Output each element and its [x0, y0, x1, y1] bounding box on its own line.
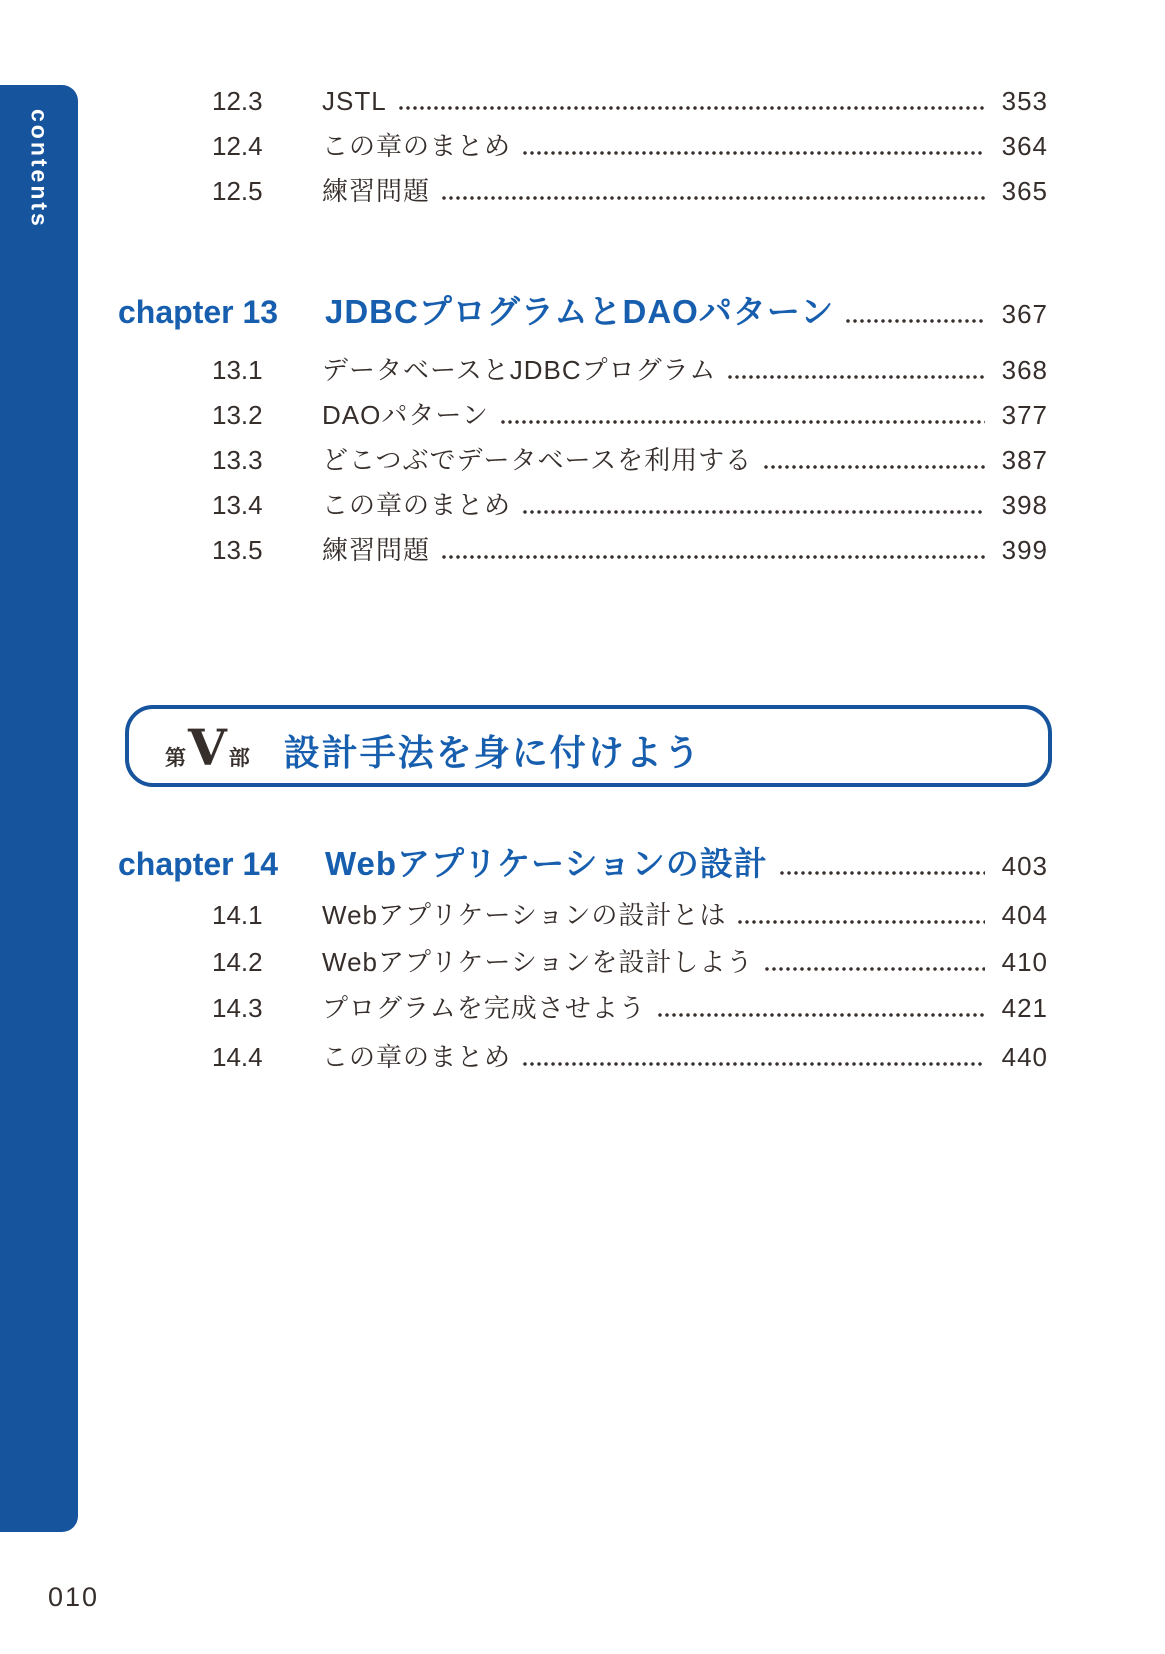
section-number: 13.1: [212, 355, 263, 385]
part-title: 設計手法を身に付けよう: [283, 732, 702, 773]
toc-row: [212, 1035, 1048, 1080]
section-title: 練習問題: [322, 535, 431, 565]
section-title: Webアプリケーションを設計しよう: [322, 947, 754, 977]
page-number: 398: [1001, 490, 1048, 520]
toc-row: [212, 169, 1048, 214]
section-number: 12.5: [212, 176, 263, 206]
page-number: 387: [1001, 445, 1048, 475]
part-number: [165, 718, 250, 777]
folio-page-number: 010: [48, 1582, 100, 1612]
section-number: 13.5: [212, 535, 263, 565]
section-title: Webアプリケーションの設計とは: [322, 900, 727, 930]
page-number: 377: [1001, 400, 1048, 430]
section-number: 12.3: [212, 86, 263, 116]
section-title: どこつぶでデータベースを利用する: [322, 445, 753, 475]
page-number: 404: [1001, 900, 1048, 930]
dot-leader: [523, 151, 985, 155]
page-number: 440: [1001, 1042, 1048, 1072]
section-number: 14.2: [212, 947, 263, 977]
section-title: JSTL: [322, 86, 387, 116]
dot-leader: [738, 920, 985, 924]
page-number: 365: [1001, 176, 1048, 206]
page-number: 368: [1001, 355, 1048, 385]
chapter-title: Webアプリケーションの設計: [325, 845, 768, 882]
section-title: データベースとJDBCプログラム: [322, 355, 717, 385]
section-title: 練習問題: [322, 176, 431, 206]
section-title: この章のまとめ: [322, 1042, 512, 1072]
toc-row: [212, 348, 1048, 393]
section-title: DAOパターン: [322, 400, 489, 430]
dot-leader: [658, 1013, 985, 1017]
chapter-label: chapter 13: [118, 294, 279, 330]
section-number: 13.4: [212, 490, 263, 520]
toc-row: [212, 483, 1048, 528]
section-number: 12.4: [212, 131, 263, 161]
part-prefix: 第: [165, 747, 186, 770]
toc-row: [212, 438, 1048, 483]
dot-leader: [728, 375, 985, 379]
toc-row: [212, 528, 1048, 573]
dot-leader: [399, 106, 985, 110]
toc-row: [212, 893, 1048, 938]
page-number: 403: [1001, 851, 1048, 881]
dot-leader: [846, 319, 985, 323]
section-number: 13.3: [212, 445, 263, 475]
part-suffix: 部: [228, 747, 250, 770]
page-number: 353: [1001, 86, 1048, 116]
dot-leader: [523, 510, 985, 514]
section-title: プログラムを完成させよう: [322, 993, 646, 1023]
page-number: 399: [1001, 535, 1048, 565]
section-number: 14.4: [212, 1042, 263, 1072]
page-number: 364: [1001, 131, 1048, 161]
section-title: この章のまとめ: [322, 131, 512, 161]
toc-row: [212, 986, 1048, 1031]
toc-row: [212, 940, 1048, 985]
dot-leader: [765, 967, 985, 971]
dot-leader: [442, 196, 985, 200]
chapter-heading-row: [118, 840, 1048, 888]
toc-row: [212, 124, 1048, 169]
part-banner: [125, 705, 1052, 787]
chapter-label: chapter 14: [118, 846, 279, 882]
section-title: この章のまとめ: [322, 490, 512, 520]
dot-leader: [523, 1062, 985, 1066]
page-number: 367: [1001, 299, 1048, 329]
section-number: 14.1: [212, 900, 263, 930]
toc-row: [212, 79, 1048, 124]
chapter-title: JDBCプログラムとDAOパターン: [325, 293, 835, 330]
part-numeral: V: [188, 718, 227, 777]
contents-tab: [0, 85, 78, 1532]
dot-leader: [764, 465, 985, 469]
page-number: 421: [1001, 993, 1048, 1023]
section-number: 13.2: [212, 400, 263, 430]
dot-leader: [501, 420, 985, 424]
dot-leader: [442, 555, 985, 559]
page-number: 410: [1001, 947, 1048, 977]
dot-leader: [780, 871, 985, 875]
chapter-heading-row: [118, 288, 1048, 336]
section-number: 14.3: [212, 993, 263, 1023]
toc-row: [212, 393, 1048, 438]
contents-tab-label: contents: [26, 109, 53, 229]
